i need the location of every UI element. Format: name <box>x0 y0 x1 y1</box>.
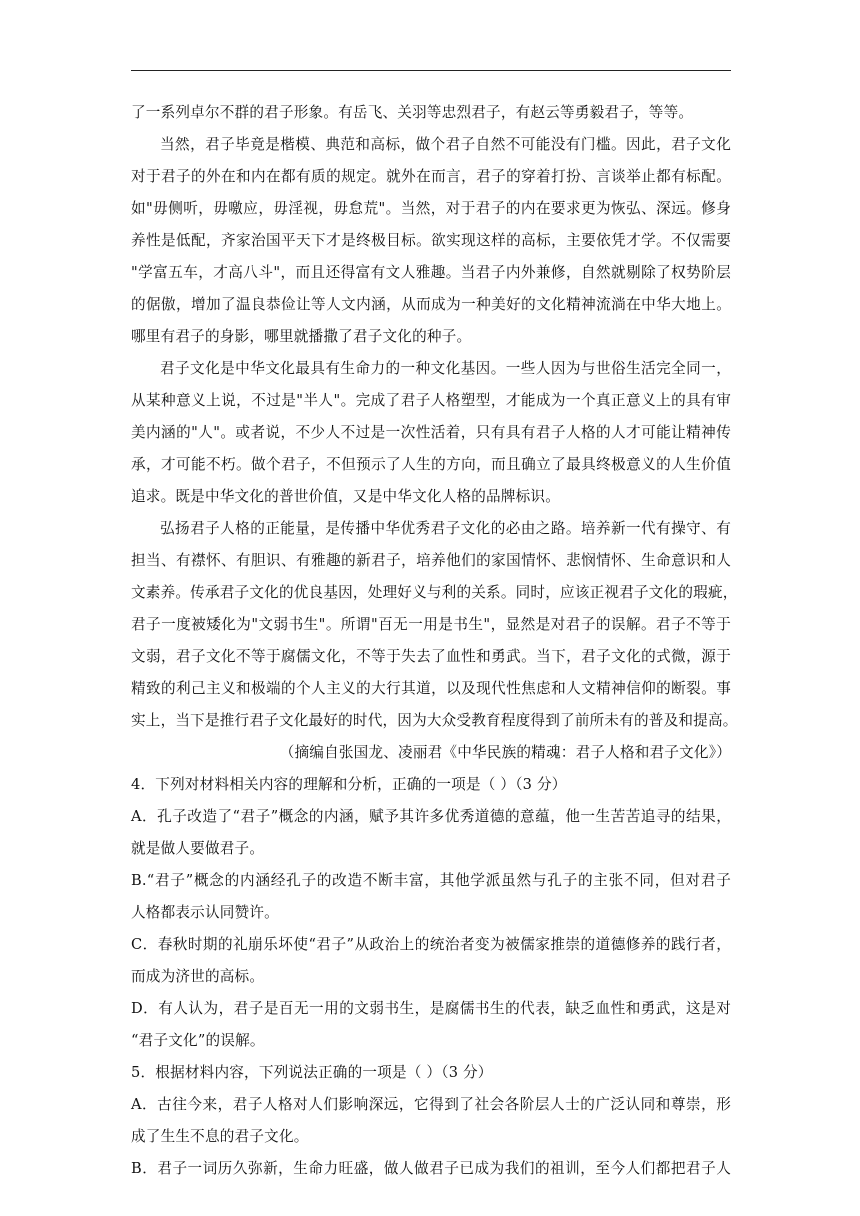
question-line: 就是做人要做君子。 <box>131 840 265 857</box>
passage-line: 弘扬君子人格的正能量，是传播中华优秀君子文化的必由之路。培养新一代有操守、有 <box>160 520 731 537</box>
question-line: 而成为济世的高标。 <box>131 968 265 985</box>
question-line: A．古往今来，君子人格对人们影响深远，它得到了社会各阶层人士的广泛认同和尊崇，形 <box>131 1096 731 1113</box>
passage-line: 哪里有君子的身影，哪里就播撒了君子文化的种子。 <box>131 328 472 345</box>
passage-line: 养性是低配，齐家治国平天下才是终极目标。欲实现这样的高标，主要依凭才学。不仅需要 <box>131 232 731 249</box>
question-line: C．春秋时期的礼崩乐坏使“君子”从政治上的统治者变为被儒家推崇的道德修养的践行者， <box>131 936 731 953</box>
passage-line: 的倨傲，增加了温良恭俭让等人文内涵，从而成为一种美好的文化精神流淌在中华大地上。 <box>131 296 731 313</box>
passage-line: 对于君子的外在和内在都有质的规定。就外在而言，君子的穿着打扮、言谈举止都有标配。 <box>131 168 731 185</box>
passage-line: 实上，当下是推行君子文化最好的时代，因为大众受教育程度得到了前所未有的普及和提高。 <box>131 712 738 729</box>
passage-line: 君子文化是中华文化最具有生命力的一种文化基因。一些人因为与世俗生活完全同一， <box>160 360 731 377</box>
passage-line: "学富五车，才高八斗"，而且还得富有文人雅趣。当君子内外兼修，自然就剔除了权势阶层 <box>131 264 731 281</box>
passage-line: 君子一度被矮化为"文弱书生"。所谓"百无一用是书生"，显然是对君子的误解。君子不等于 <box>131 616 731 633</box>
question-line: 成了生生不息的君子文化。 <box>131 1128 309 1145</box>
question-line: B.“君子”概念的内涵经孔子的改造不断丰富，其他学派虽然与孔子的主张不同，但对君子 <box>131 872 731 889</box>
passage-line: 文素养。传承君子文化的优良基因，处理好义与利的关系。同时，应该正视君子文化的瑕疵， <box>131 584 738 601</box>
passage-line: 承，才可能不朽。做个君子，不但预示了人生的方向，而且确立了最具终极意义的人生价值 <box>131 456 731 473</box>
passage-line: 追求。既是中华文化的普世价值，又是中华文化人格的品牌标识。 <box>131 488 561 505</box>
question-line: B．君子一词历久弥新，生命力旺盛，做人做君子已成为我们的祖训，至今人们都把君子人 <box>131 1160 731 1177</box>
passage-line: 精致的利己主义和极端的个人主义的大行其道，以及现代性焦虑和人文精神信仰的断裂。事 <box>131 680 731 697</box>
source-citation: （摘编自张国龙、凌丽君《中华民族的精魂：君子人格和君子文化》） <box>279 744 731 761</box>
header-rule <box>131 70 731 71</box>
document-body <box>131 101 738 1189</box>
question-line: D．有人认为，君子是百无一用的文弱书生，是腐儒书生的代表，缺乏血性和勇武，这是对 <box>131 1000 731 1017</box>
passage-line: 从某种意义上说，不过是"半人"。完成了君子人格塑型，才能成为一个真正意义上的具有审 <box>131 392 731 409</box>
passage-line: 担当、有襟怀、有胆识、有雅趣的新君子，培养他们的家国情怀、悲悯情怀、生命意识和人 <box>131 552 731 569</box>
question-line: 人格都表示认同赞许。 <box>131 904 279 921</box>
passage-line: 如"毋侧听，毋噭应，毋淫视，毋怠荒"。当然，对于君子的内在要求更为恢弘、深远。修身 <box>131 200 731 217</box>
passage-line: 美内涵的"人"。或者说，不少人不过是一次性活着，只有具有君子人格的人才可能让精神传 <box>131 424 731 441</box>
question-line: A．孔子改造了“君子”概念的内涵，赋予其许多优秀道德的意蕴，他一生苦苦追寻的结果， <box>131 808 731 825</box>
passage-line: 文弱，君子文化不等于腐儒文化，不等于失去了血性和勇武。当下，君子文化的式微，源于 <box>131 648 731 665</box>
questions <box>131 773 731 1189</box>
question-line: 5．根据材料内容，下列说法正确的一项是（ ）（3 分） <box>131 1064 493 1081</box>
passage-line: 当然，君子毕竟是楷模、典范和高标，做个君子自然不可能没有门槛。因此，君子文化 <box>160 136 731 153</box>
passage-line: 了一系列卓尔不群的君子形象。有岳飞、关羽等忠烈君子，有赵云等勇毅君子，等等。 <box>131 104 694 121</box>
question-line: “君子文化”的误解。 <box>131 1032 265 1049</box>
question-line: 4．下列对材料相关内容的理解和分析，正确的一项是（ ）（3 分） <box>131 776 567 793</box>
passage <box>131 101 738 741</box>
